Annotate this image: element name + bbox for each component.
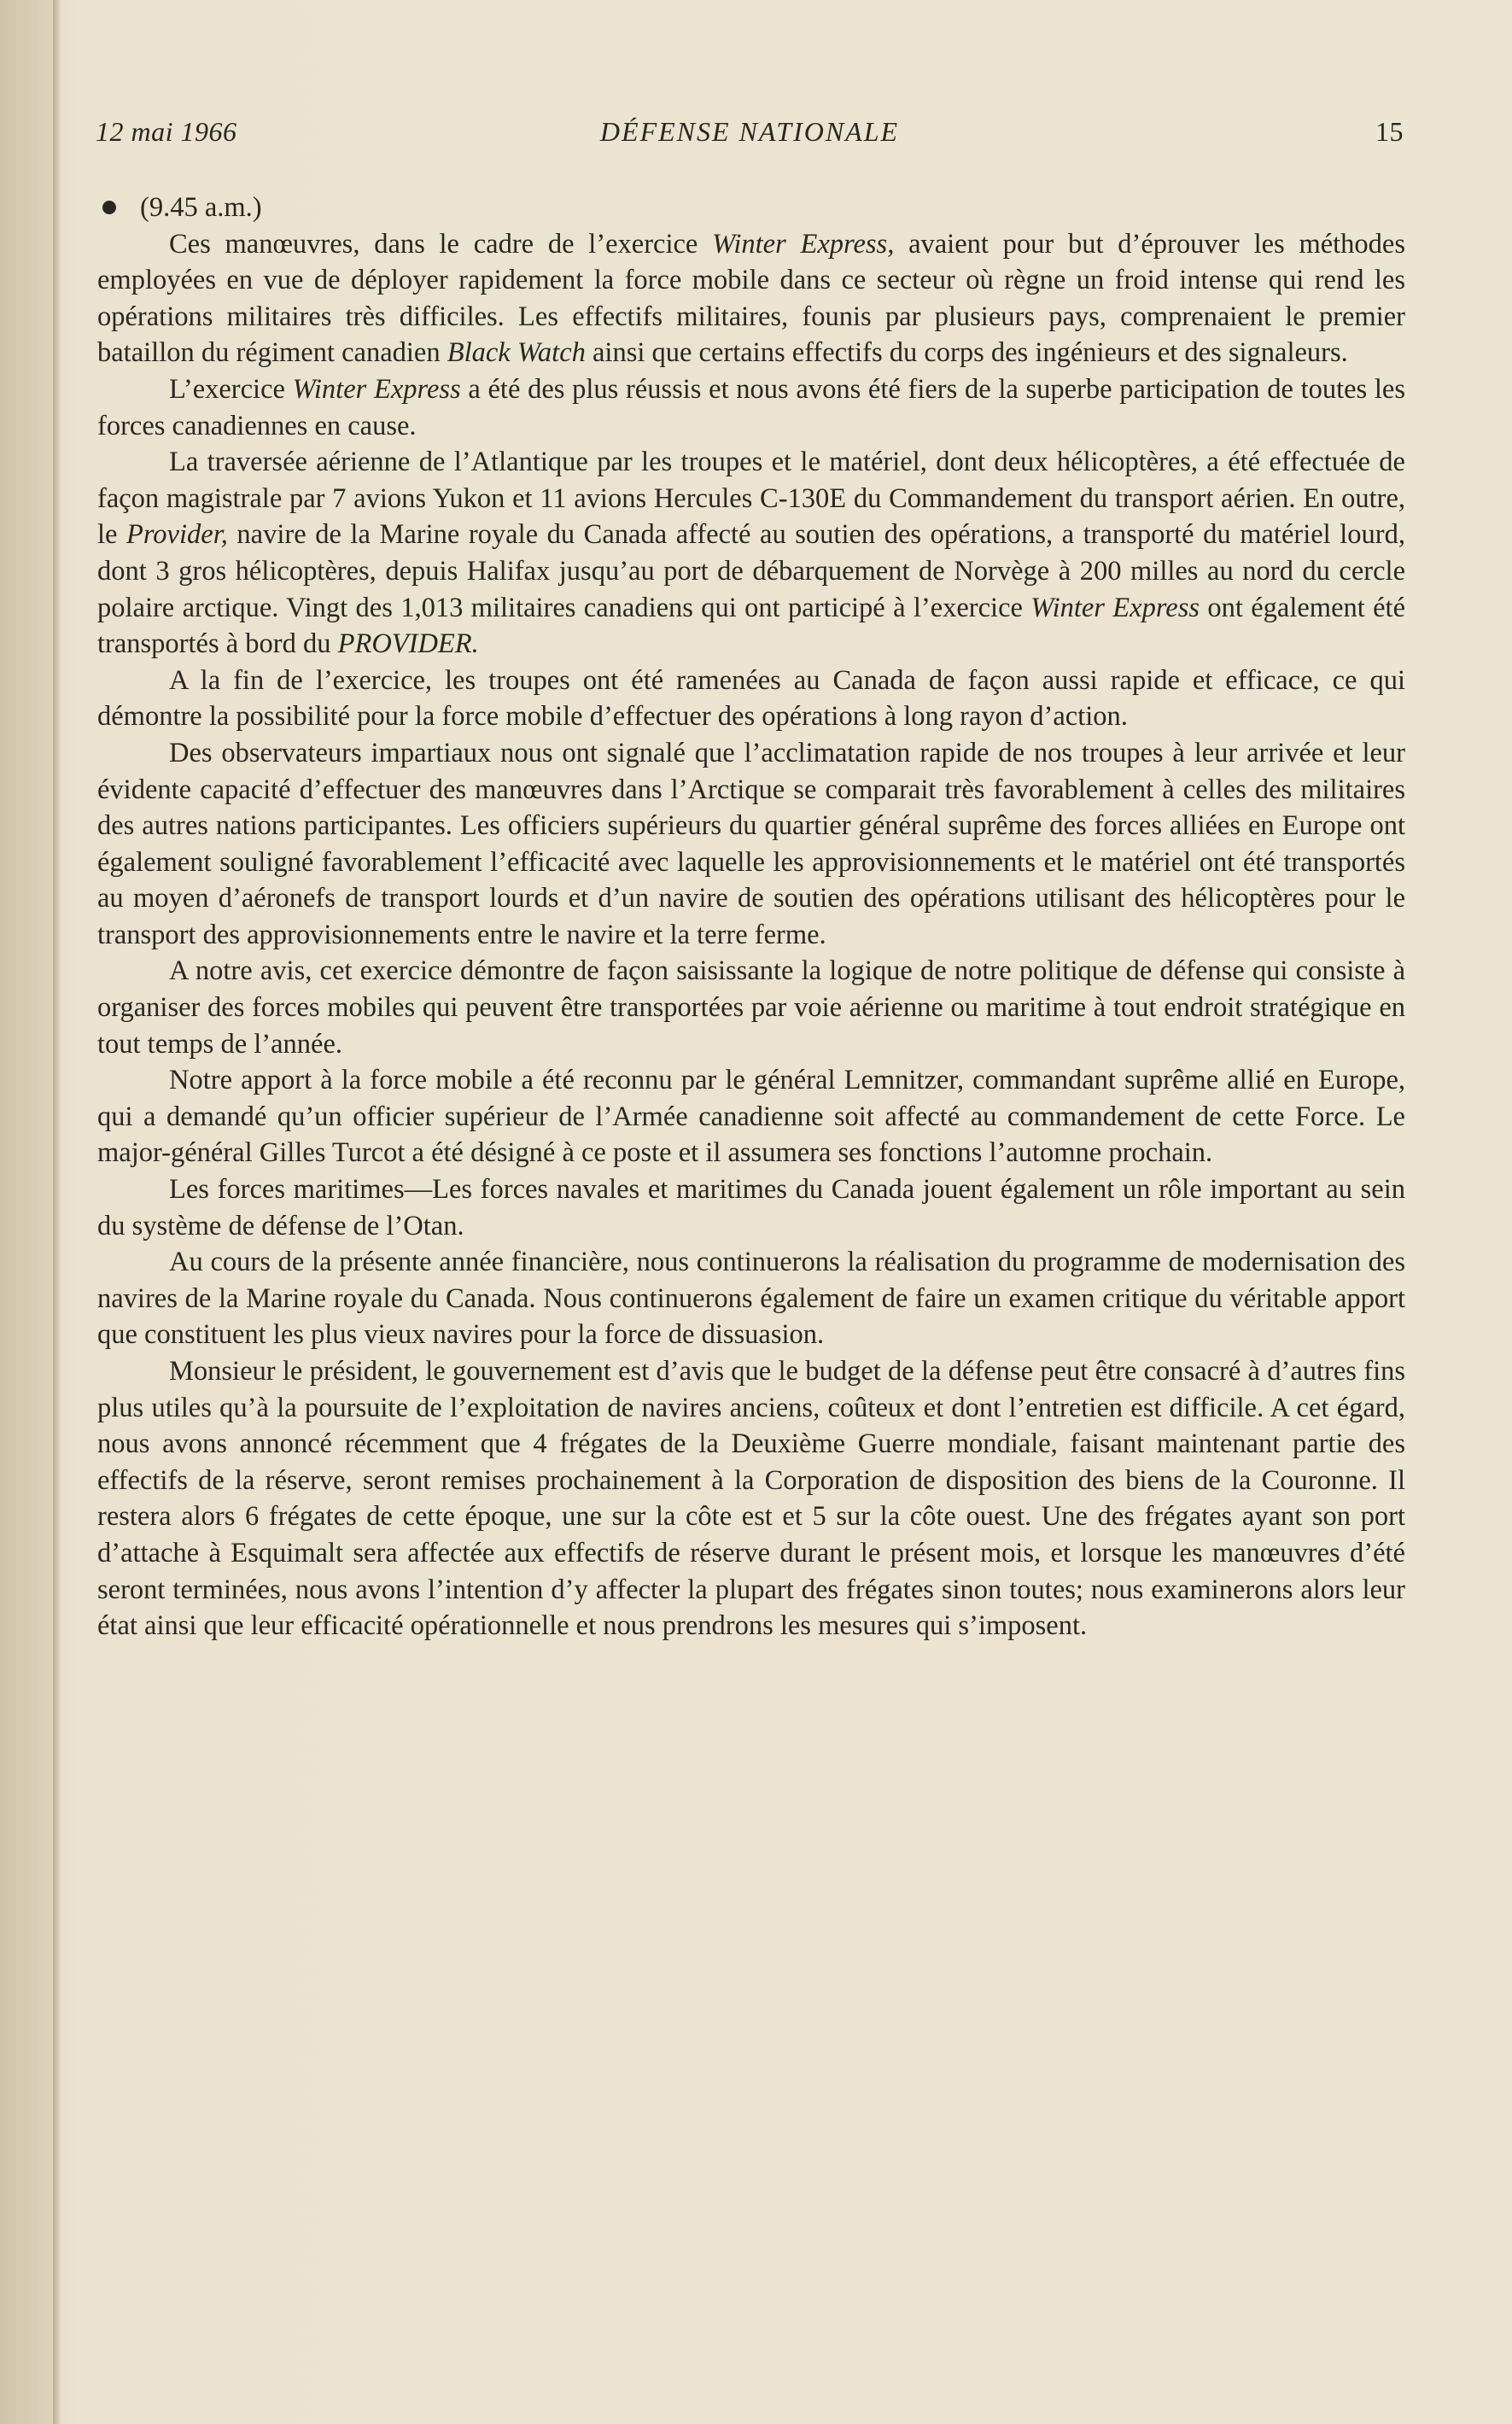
paragraph-1-italic-black-watch: Black Watch [447, 337, 586, 369]
paragraph-3-text-c: navire de la Marine royale du Canada affecté au soutien des opérations, a transporté du matériel lourd, dont 3 gros hélicoptères, depuis Halifax jusqu’au port de débarquement de Norvège à 200 milles au nord du cercle polaire arctique. Vingt des 1,013 militaires canadiens qui ont participé à l’exercice [97, 519, 1405, 623]
header-date: 12 mai 1966 [96, 116, 237, 147]
paragraph-3-text-e: ont également été transportés à bord du [97, 592, 1405, 660]
paragraph-7: Notre apport à la force mobile a été reconnu par le général Lemnitzer, commandant suprême allié en Europe, qui a demandé qu’un officier supérieur de l’Armée canadienne soit affecté au commandement de cette Force. Le major-général Gilles Turcot a été désigné à ce poste et il assumera ses fonctions l’automne prochain. [97, 1065, 1405, 1169]
binding-shadow [53, 0, 61, 2424]
paragraph-3 [97, 444, 1405, 663]
bullet-icon [102, 201, 116, 214]
paragraph-3-italic-winter-express: Winter Express [1030, 592, 1200, 623]
time-marker-text: (9.45 a.m.) [140, 192, 262, 223]
binding-gutter [0, 0, 60, 2424]
paragraph-3-text-a: La traversée aérienne de l’Atlantique par les troupes et le matériel, dont deux hélicoptères, a été effectuée de façon magistrale par 7 avions Yukon et 11 avions Hercules C-130E du Commandement du transport aérien. En outre, le [97, 447, 1405, 551]
paragraph-9: Au cours de la présente année financière, nous continuerons la réalisation du programme de modernisation des navires de la Marine royale du Canada. Nous continuerons également de faire un examen critique du véritable apport que constituent les plus vieux navires pour la force de dissuasion. [97, 1247, 1405, 1351]
paragraph-2-text-a: L’exercice [169, 373, 293, 405]
paragraph-1-italic-winter-express: Winter Express, [712, 228, 895, 260]
running-header [96, 116, 1404, 154]
paragraph-1-text-a: Ces manœuvres, dans le cadre de l’exercice [169, 228, 713, 260]
body-text [97, 190, 1405, 1644]
paragraph-2 [97, 371, 1405, 444]
paragraph-1 [97, 226, 1405, 371]
paragraph-2-italic-winter-express: Winter Express [292, 373, 461, 405]
paragraph-6: A notre avis, cet exercice démontre de façon saisissante la logique de notre politique de défense qui consiste à organiser des forces mobiles qui peuvent être transportées par voie aérienne ou maritime à tout endroit stratégique en tout temps de l’année. [97, 955, 1405, 1060]
header-title: DÉFENSE NATIONALE [599, 116, 900, 147]
paragraph-2-text-c: a été des plus réussis et nous avons été fiers de la superbe participation de toutes les forces canadiennes en cause. [97, 373, 1406, 441]
paragraph-3-italic-provider-caps: PROVIDER. [337, 628, 479, 660]
paragraph-1-text-c: avaient pour but d’éprouver les méthodes employées en vue de déployer rapidement la force mobile dans ce secteur où règne un froid intense qui rend les opérations militaires très difficiles. Les effectifs militaires, founis par plusieurs pays, comprenaient le premier bataillon du régiment canadien [97, 228, 1405, 369]
paragraph-4: A la fin de l’exercice, les troupes ont été ramenées au Canada de façon aussi rapide et efficace, ce qui démontre la possibilité pour la force mobile d’effectuer des opérations à long rayon d’action. [97, 664, 1405, 733]
paragraph-3-italic-provider: Provider, [126, 519, 228, 551]
page-number: 15 [1375, 116, 1404, 147]
time-marker [97, 190, 1405, 226]
paragraph-8: Les forces maritimes—Les forces navales et maritimes du Canada jouent également un rôle important au sein du système de défense de l’Otan. [97, 1174, 1405, 1241]
paragraph-1-text-e: ainsi que certains effectifs du corps des ingénieurs et des signaleurs. [585, 337, 1348, 369]
paragraph-5: Des observateurs impartiaux nous ont signalé que l’acclimatation rapide de nos troupes à leur arrivée et leur évidente capacité d’effectuer des manœuvres dans l’Arctique se comparait très favorablement à celles des militaires des autres nations participantes. Les officiers supérieurs du quartier général suprême des forces alliées en Europe ont également souligné favorablement l’efficacité avec laquelle les approvisionnements et le matériel ont été transportés au moyen d’aéronefs de transport lourds et d’un navire de soutien des opérations utilisant des hélicoptères pour le transport des approvisionnements entre le navire et la terre ferme. [97, 737, 1405, 950]
paragraph-10: Monsieur le président, le gouvernement est d’avis que le budget de la défense peut être consacré à d’autres fins plus utiles qu’à la poursuite de l’exploitation de navires anciens, coûteux et dont l’entretien est difficile. A cet égard, nous avons annoncé récemment que 4 frégates de la Deuxième Guerre mondiale, faisant maintenant partie des effectifs de la réserve, seront remises prochainement à la Corporation de disposition des biens de la Couronne. Il restera alors 6 frégates de cette époque, une sur la côte est et 5 sur la côte ouest. Une des frégates ayant son port d’attache à Esquimalt sera affectée aux effectifs de réserve durant le présent mois, et lorsque les manœuvres d’été seront terminées, nous avons l’intention d’y affecter la plupart des frégates sinon toutes; nous examinerons alors leur état ainsi que leur efficacité opérationnelle et nous prendrons les mesures qui s’imposent. [97, 1356, 1405, 1642]
